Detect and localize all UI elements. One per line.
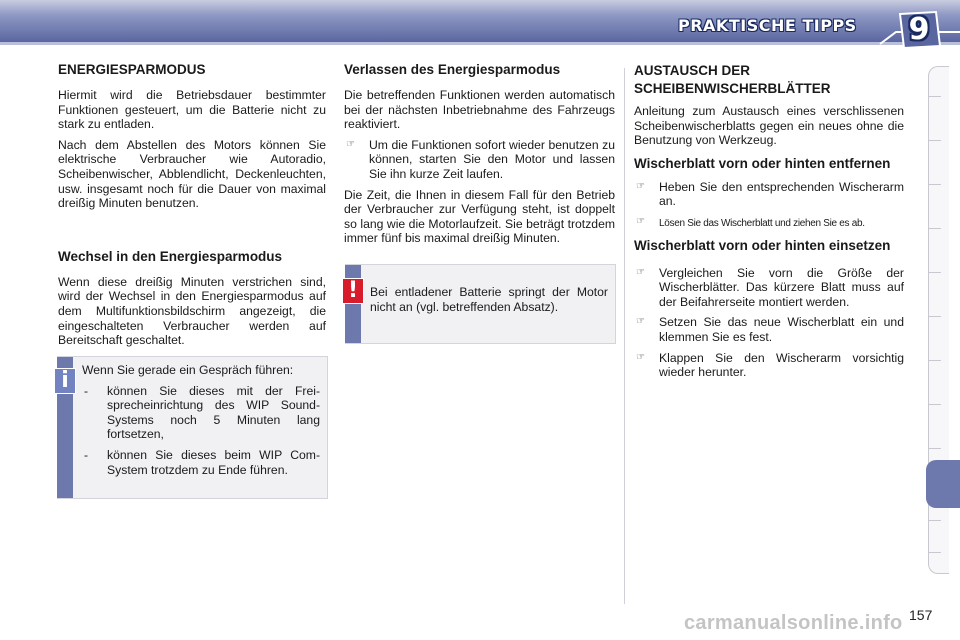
watermark: carmanualsonline.info [684, 612, 903, 634]
rail-tick [929, 552, 941, 553]
info-note-box [57, 356, 328, 499]
info-content [82, 363, 320, 483]
rail-tick [929, 520, 941, 521]
list-item [82, 384, 320, 442]
bullet-item [634, 215, 904, 232]
rail-tick [929, 184, 941, 185]
list-item-text: können Sie dieses beim WIP Com-System trotzdem zu Ende führen. [107, 447, 320, 477]
heading-einsetzen: Wischerblatt vorn oder hinten einsetzen [634, 237, 891, 253]
warning-icon: ! [342, 278, 364, 304]
info-intro: Wenn Sie gerade ein Gespräch führen: [82, 363, 294, 377]
bullet-text: Heben Sie den entsprechenden Wischerarm an. [659, 179, 904, 209]
rail-tick [929, 448, 941, 449]
bullet-item [634, 266, 904, 310]
warning-note-box [345, 264, 616, 344]
column-wiper-blades [634, 62, 904, 386]
page-number: 157 [909, 607, 933, 623]
info-icon: i [54, 368, 76, 394]
section-title: PRAKTISCHE TIPPS [678, 16, 857, 35]
column-divider [624, 68, 625, 604]
paragraph: Die Zeit, die Ihnen in diesem Fall für den Betrieb der Verbraucher zur Verfügung steht, ist doppelt so lang wie die Motorlaufzeit. Sie beträgt trotzdem immer fünf bis maximal dreißig Minuten. [344, 187, 615, 246]
chapter-number: 9 [908, 12, 930, 47]
hand-pointer-icon: ☞ [636, 180, 645, 192]
dash-marker: - [84, 447, 89, 462]
heading-wechsel: Wechsel in den Energiesparmodus [58, 248, 283, 264]
bullet-text: Klappen Sie den Wischerarm vorsichtig wieder herunter. [659, 350, 904, 380]
hand-pointer-icon: ☞ [636, 215, 645, 227]
heading-energiesparmodus: ENERGIESPARMODUS [58, 62, 206, 77]
hand-pointer-icon: ☞ [346, 138, 355, 150]
heading-austausch: AUSTAUSCH DER SCHEIBENWISCHERBLÄTTER [634, 63, 831, 96]
paragraph: Nach dem Abstellen des Motors können Sie elektrische Verbraucher wie Autoradio, Scheibenwischer, Abblendlicht, Deckenleuchten, usw. insgesamt noch für die Dauer von maximal dreißig Minuten benutzen. [58, 137, 326, 211]
bullet-item [634, 351, 904, 380]
paragraph: Die betreffenden Funktionen werden automatisch bei der nächsten Inbetriebnahme des Fahrzeugs reaktiviert. [344, 88, 615, 132]
bullet-text: Setzen Sie das neue Wischerblatt ein und klemmen Sie es fest. [659, 315, 904, 344]
bullet-item [634, 180, 904, 209]
paragraph: Hiermit wird die Betriebsdauer bestimmter Funktionen gesteuert, um die Batterie nicht zu stark zu entladen. [58, 88, 326, 132]
heading-verlassen: Verlassen des Energiesparmodus [344, 62, 561, 77]
list-item-text: können Sie dieses mit der Freisprecheinrichtung des WIP Sound-Systems noch 5 Minuten lang fortsetzen, [107, 383, 320, 442]
rail-tick [929, 140, 941, 141]
rail-tick [929, 272, 941, 273]
warning-text: Bei entladener Batterie springt der Motor nicht an (vgl. betreffenden Absatz). [370, 285, 608, 314]
chapter-tab-active [926, 460, 960, 508]
hand-pointer-icon: ☞ [636, 316, 645, 328]
column-exit-energy-saving [344, 62, 615, 252]
rail-tick [929, 360, 941, 361]
rail-tick [929, 404, 941, 405]
header-band [0, 0, 960, 50]
paragraph: Anleitung zum Austausch eines verschlissenen Scheibenwischerblatts gegen ein neues ohne die Benutzung von Werkzeug. [634, 104, 904, 148]
list-item [82, 448, 320, 477]
rail-tick [929, 96, 941, 97]
rail-tick [929, 228, 941, 229]
rail-tick [929, 316, 941, 317]
hand-pointer-icon: ☞ [636, 266, 645, 278]
paragraph: Wenn diese dreißig Minuten verstrichen sind, wird der Wechsel in den Energiesparmodus auf dem Multifunktionsbildschirm angezeigt, die eingeschalteten Verbraucher werden auf Bereitschaft geschaltet. [58, 274, 326, 348]
hand-pointer-icon: ☞ [636, 351, 645, 363]
bullet-text: Um die Funktionen sofort wieder benutzen zu können, starten Sie den Motor und lassen Sie ihn kurze Zeit laufen. [369, 137, 615, 181]
column-energy-saving [58, 62, 326, 354]
bullet-item [634, 315, 904, 344]
bullet-item [344, 138, 615, 182]
bullet-text: Vergleichen Sie vorn die Größe der Wischerblätter. Das kürzere Blatt muss auf der Beifahrerseite montiert werden. [659, 265, 904, 309]
heading-entfernen: Wischerblatt vorn oder hinten entfernen [634, 155, 891, 171]
warning-bar [345, 265, 361, 343]
bullet-text: Lösen Sie das Wischerblatt und ziehen Sie es ab. [659, 217, 865, 229]
dash-marker: - [84, 383, 89, 398]
